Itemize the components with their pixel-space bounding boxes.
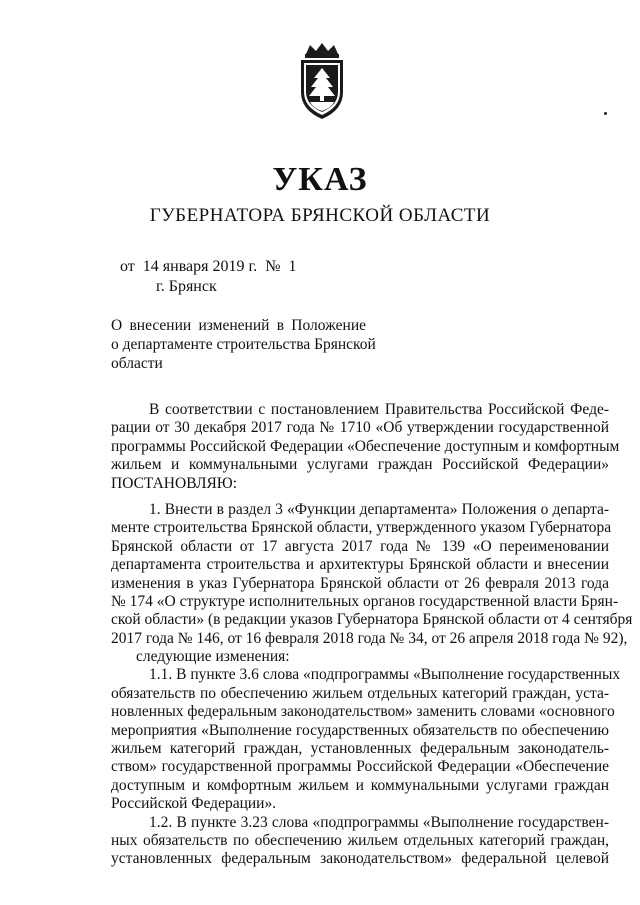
body-line: программы Российской Федерации «Обеспечение доступным и комфортным	[111, 437, 620, 455]
body-line: менте строительства Брянской области, утвержденного указом Губернатора	[111, 519, 612, 537]
body-line: рации от 30 декабря 2017 года № 1710 «Об утверждении государственной	[111, 419, 609, 437]
body-line: мероприятия «Выполнение государственных обязательств по обеспечению	[111, 721, 609, 739]
scan-speck	[604, 112, 607, 115]
body-line: 1.2. В пункте 3.23 слова «подпрограммы «Выполнение государствен-	[149, 813, 609, 831]
body-line: № 174 «О структуре исполнительных органов государственной власти Брян-	[111, 592, 619, 610]
body-line: 1.1. В пункте 3.6 слова «подпрограммы «Выполнение государственных	[149, 666, 621, 684]
subject-line: о департаменте строительства Брянской	[111, 336, 376, 353]
body-line: жильем и коммунальными услугами граждан Российской Федерации»	[111, 456, 609, 474]
body-line: 1. Внести в раздел 3 «Функции департамента» Положения о департа-	[149, 500, 609, 518]
body-line: следующие изменения:	[136, 648, 290, 666]
coat-of-arms-icon	[297, 42, 347, 122]
body-line: департамента строительства и архитектуры Брянской области и внесении	[111, 556, 609, 574]
issuer-subtitle: ГУБЕРНАТОРА БРЯНСКОЙ ОБЛАСТИ	[149, 205, 491, 226]
body-line-decree-word: ПОСТАНОВЛЯЮ:	[111, 474, 238, 492]
body-line: установленных федеральным законодательством» федеральной целевой	[111, 850, 609, 868]
subject-line: О внесении изменений в Положение	[111, 317, 366, 334]
decree-subject	[111, 316, 376, 373]
decree-date-number: от 14 января 2019 г. № 1	[120, 258, 297, 275]
subject-line: области	[111, 355, 163, 372]
body-line: 2017 года № 146, от 16 февраля 2018 года № 34, от 26 апреля 2018 года № 92),	[111, 629, 628, 647]
body-line: ской области» (в редакции указов Губернатора Брянской области от 4 сентября	[111, 611, 633, 629]
body-line: изменения в указ Губернатора Брянской области от 26 февраля 2013 года	[111, 574, 609, 592]
body-line: Брянской области от 17 августа 2017 года № 139 «О переименовании	[111, 537, 609, 555]
body-line: доступным и комфортным жильем и коммунальными услугами граждан	[111, 776, 609, 794]
body-line: жильем категорий граждан, установленных федеральным законодатель-	[111, 740, 609, 758]
body-line: новленных федеральным законодательством» заменить словами «основного	[111, 703, 615, 721]
body-line: В соответствии с постановлением Правительства Российской Феде-	[149, 401, 609, 418]
body-line: Российской Федерации».	[111, 795, 277, 813]
document-title: УКАЗ	[272, 161, 368, 198]
body-line: обязательств по обеспечению жильем отдельных категорий граждан, уста-	[111, 684, 609, 702]
decree-city: г. Брянск	[156, 278, 217, 295]
decree-body	[111, 401, 633, 869]
body-line: ством» государственной программы Российской Федерации «Обеспечение	[111, 758, 609, 776]
body-line: ных обязательств по обеспечению жильем отдельных категорий граждан,	[111, 831, 609, 849]
